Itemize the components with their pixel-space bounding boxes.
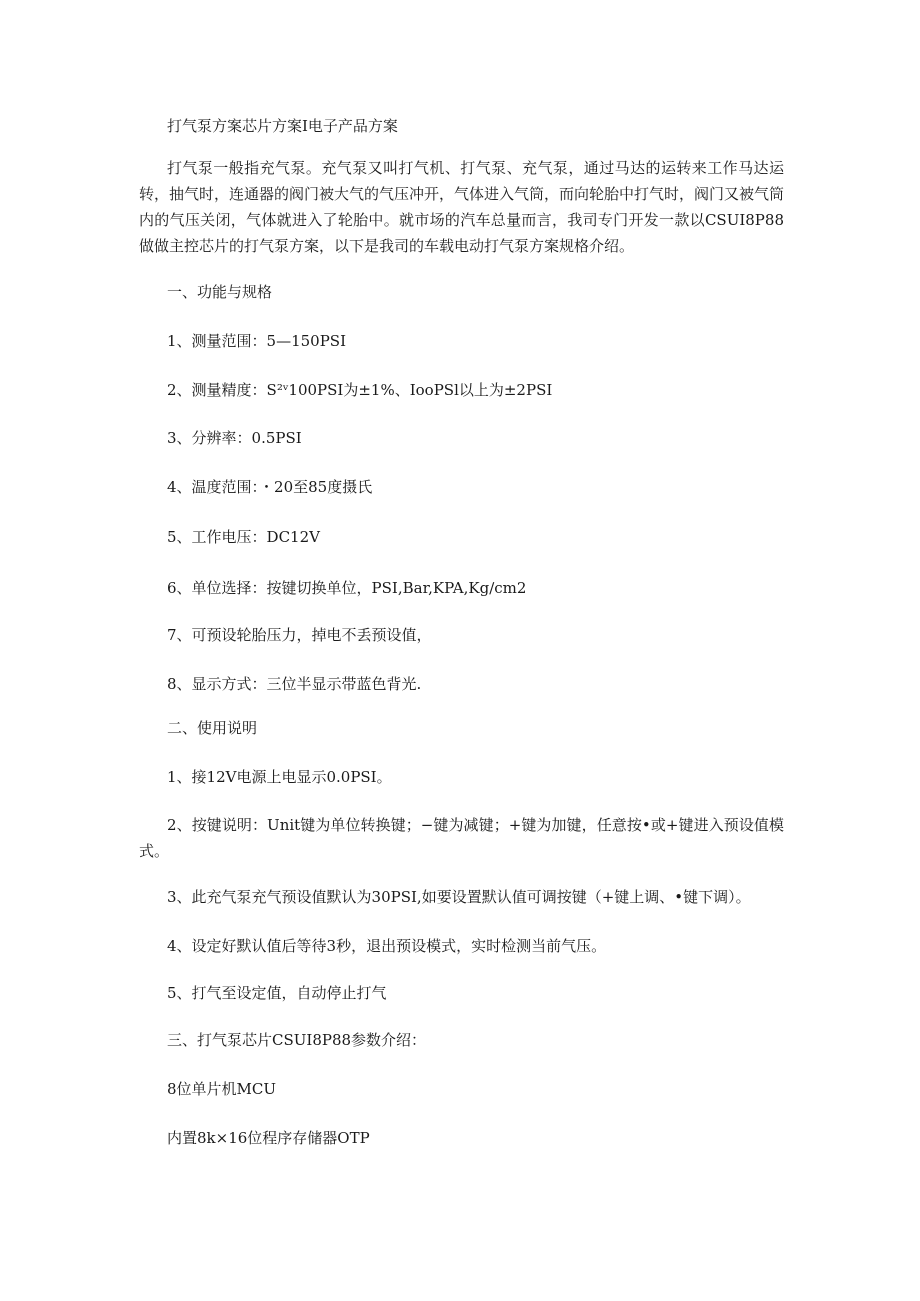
intro-paragraph: 打气泵一般指充气泵。充气泵又叫打气机、打气泵、充气泵，通过马达的运转来工作马达运转，抽气时，连通器的阀门被大气的气压冲开，气体进入气筒，而向轮胎中打气时，阀门又被气筒内的气压关闭，气体就进入了轮胎中。就市场的汽车总量而言，我司专门开发一款以CSUI8P88做做主控芯片的打气泵方案，以下是我司的车载电动打气泵方案规格介绍。 bbox=[139, 159, 785, 255]
usage-item-autostop: 5、打气至设定值，自动停止打气 bbox=[167, 984, 387, 1002]
usage-item-power: 1、接12V电源上电显示0.0PSI。 bbox=[167, 768, 392, 786]
spec-item-resolution: 3、分辨率：0.5PSI bbox=[167, 429, 302, 447]
spec-item-voltage: 5、工作电压：DC12V bbox=[167, 528, 320, 546]
spec-item-temperature: 4、温度范围：・20至85度摄氏 bbox=[167, 478, 373, 496]
chip-item-mcu: 8位单片机MCU bbox=[167, 1080, 277, 1098]
usage-item-wait: 4、设定好默认值后等待3秒，退出预设模式，实时检测当前气压。 bbox=[167, 937, 607, 955]
spec-item-preset: 7、可预设轮胎压力，掉电不丢预设值， bbox=[167, 626, 432, 644]
document-title: 打气泵方案芯片方案I电子产品方案 bbox=[167, 117, 398, 135]
section-3-heading: 三、打气泵芯片CSUI8P88参数介绍： bbox=[167, 1031, 427, 1049]
spec-item-display: 8、显示方式：三位半显示带蓝色背光. bbox=[167, 675, 422, 693]
section-2-heading: 二、使用说明 bbox=[167, 719, 258, 737]
spec-item-accuracy: 2、测量精度：S²ᵛ100PSI为±1%、IooPSl以上为±2PSI bbox=[167, 381, 553, 399]
spec-item-units: 6、单位选择：按键切换单位，PSI,Bar,KPA,Kg∕cm2 bbox=[167, 579, 527, 597]
spec-item-measure-range: 1、测量范围：5—150PSI bbox=[167, 332, 347, 350]
usage-item-keys: 2、按键说明：Unit键为单位转换键；−键为减键；+键为加键，任意按•或+键进入预设值模式。 bbox=[139, 816, 784, 860]
section-1-heading: 一、功能与规格 bbox=[167, 283, 273, 301]
chip-item-otp: 内置8k×16位程序存储器OTP bbox=[167, 1129, 370, 1147]
usage-item-default: 3、此充气泵充气预设值默认为30PSI,如要设置默认值可调按键（+键上调、•键下调）。 bbox=[167, 888, 751, 906]
